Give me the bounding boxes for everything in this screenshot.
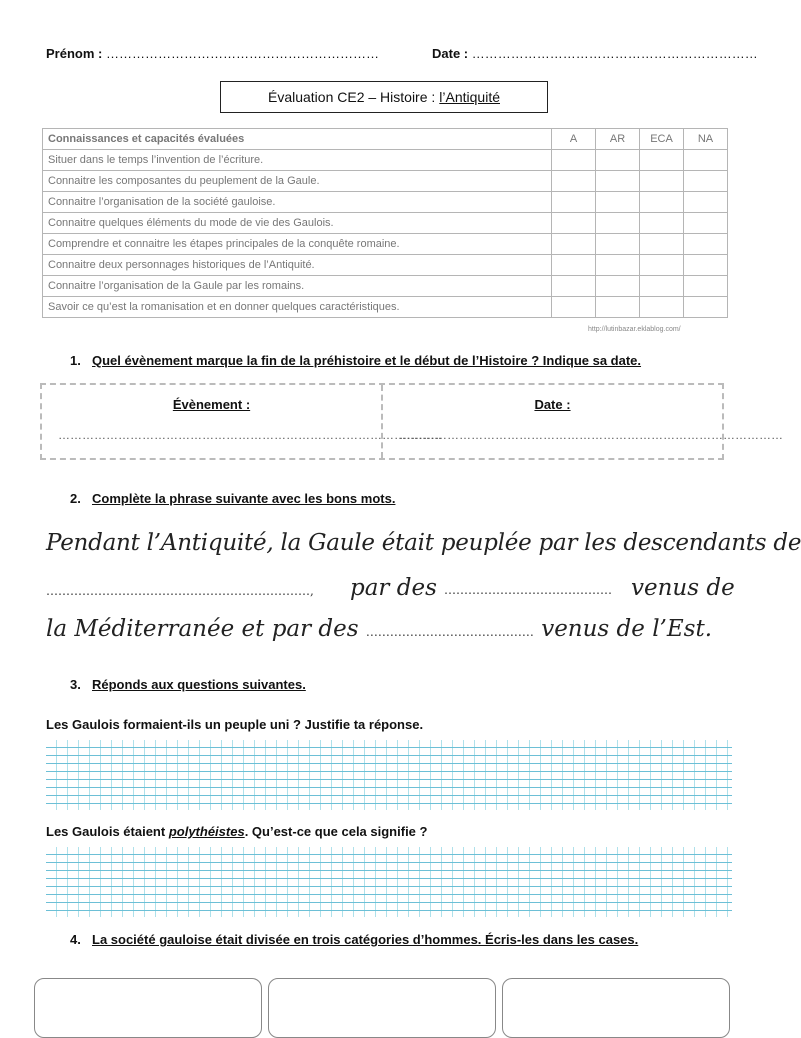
grade-cell[interactable] — [596, 171, 640, 192]
grade-cell[interactable] — [552, 255, 596, 276]
question-3-number: 3. — [70, 677, 81, 692]
cursive-mediterranee: la Méditerranée et par des — [46, 616, 359, 642]
competence-label: Savoir ce qu’est la romanisation et en donner quelques caractéristiques. — [43, 297, 552, 318]
question-3 — [70, 677, 306, 692]
event-cell[interactable] — [42, 385, 442, 458]
level-na-header: NA — [684, 129, 728, 150]
question-4-text: La société gauloise était divisée en trois catégories d’hommes. Écris-les dans les cases. — [92, 932, 639, 947]
prenom-label: Prénom : — [46, 46, 103, 61]
prenom-dots: ……………………………………………………… — [105, 46, 379, 61]
prenom-field[interactable] — [46, 46, 379, 61]
category-box-2[interactable] — [268, 978, 496, 1038]
competence-label: Comprendre et connaitre les étapes principales de la conquête romaine. — [43, 234, 552, 255]
blank-1[interactable]: …………………………………………………………, — [46, 584, 314, 598]
grade-cell[interactable] — [684, 297, 728, 318]
cursive-line-3 — [46, 616, 712, 642]
cursive-venus-est: venus de l’Est. — [541, 616, 713, 642]
table-row — [43, 150, 728, 171]
event-label: Évènement : — [172, 397, 251, 412]
writing-lines-1[interactable] — [46, 740, 732, 810]
date-answer-line[interactable]: …………………………………………………………………………………… — [399, 428, 783, 442]
cursive-venus-de: venus de — [631, 575, 735, 601]
sub-question-2 — [46, 824, 427, 839]
blank-3[interactable]: …………………………………… — [365, 625, 534, 639]
q1-date-label: Date : — [534, 397, 571, 412]
table-row — [43, 297, 728, 318]
grade-cell[interactable] — [596, 150, 640, 171]
competence-label: Connaitre deux personnages historiques de l’Antiquité. — [43, 255, 552, 276]
question-2-number: 2. — [70, 491, 81, 506]
grade-cell[interactable] — [684, 192, 728, 213]
grade-cell[interactable] — [552, 276, 596, 297]
grade-cell[interactable] — [684, 171, 728, 192]
cursive-line-1: Pendant l’Antiquité, la Gaule était peuplée par les descendants de — [46, 530, 801, 556]
grade-cell[interactable] — [596, 297, 640, 318]
grade-cell[interactable] — [640, 150, 684, 171]
grade-cell[interactable] — [684, 255, 728, 276]
table-row — [43, 276, 728, 297]
sub-question-2-end: . Qu’est-ce que cela signifie ? — [244, 824, 428, 839]
date-dots: ………………………………………………………… — [471, 46, 758, 61]
grade-cell[interactable] — [640, 234, 684, 255]
grade-cell[interactable] — [552, 171, 596, 192]
grade-cell[interactable] — [596, 276, 640, 297]
competence-label: Connaitre l’organisation de la société gauloise. — [43, 192, 552, 213]
question-4-number: 4. — [70, 932, 81, 947]
title-subject: l’Antiquité — [439, 89, 500, 105]
sub-question-2-start: Les Gaulois étaient — [46, 824, 166, 839]
table-row — [43, 255, 728, 276]
grade-cell[interactable] — [640, 213, 684, 234]
question-2 — [70, 491, 395, 506]
grade-cell[interactable] — [684, 234, 728, 255]
cursive-par-des: par des — [350, 575, 437, 601]
table-row — [43, 213, 728, 234]
category-box-3[interactable] — [502, 978, 730, 1038]
level-ar-header: AR — [596, 129, 640, 150]
date-cell[interactable] — [381, 385, 783, 458]
page-title — [220, 81, 548, 113]
grade-cell[interactable] — [640, 171, 684, 192]
level-a-header: A — [552, 129, 596, 150]
writing-lines-2[interactable] — [46, 847, 732, 917]
date-field[interactable] — [432, 46, 758, 61]
question-1 — [70, 353, 641, 368]
competences-table — [42, 128, 728, 318]
cursive-line-2 — [46, 575, 735, 601]
grade-cell[interactable] — [596, 213, 640, 234]
competence-label: Connaitre quelques éléments du mode de vie des Gaulois. — [43, 213, 552, 234]
term-polytheistes: polythéistes — [168, 824, 245, 839]
grade-cell[interactable] — [596, 192, 640, 213]
date-label: Date : — [432, 46, 469, 61]
category-box-1[interactable] — [34, 978, 262, 1038]
grade-cell[interactable] — [552, 234, 596, 255]
table-row — [43, 171, 728, 192]
blank-2[interactable]: …………………………………… — [444, 583, 612, 597]
question-4 — [70, 932, 638, 947]
grade-cell[interactable] — [640, 297, 684, 318]
question-1-number: 1. — [70, 353, 81, 368]
sub-question-1: Les Gaulois formaient-ils un peuple uni ? Justifie ta réponse. — [46, 717, 424, 732]
table-header-row — [43, 129, 728, 150]
source-credit: http://lutinbazar.eklablog.com/ — [588, 326, 681, 333]
grade-cell[interactable] — [684, 213, 728, 234]
grade-cell[interactable] — [552, 150, 596, 171]
competence-label: Situer dans le temps l’invention de l’écriture. — [43, 150, 552, 171]
table-row — [43, 192, 728, 213]
grade-cell[interactable] — [552, 192, 596, 213]
table-row — [43, 234, 728, 255]
grade-cell[interactable] — [552, 297, 596, 318]
event-answer-line[interactable]: …………………………………………………………………………………… — [58, 428, 442, 442]
question-2-text: Complète la phrase suivante avec les bons mots. — [92, 491, 396, 506]
question-1-text: Quel évènement marque la fin de la préhistoire et le début de l’Histoire ? Indique sa date. — [92, 353, 642, 368]
competences-heading: Connaissances et capacités évaluées — [43, 129, 552, 150]
grade-cell[interactable] — [640, 276, 684, 297]
grade-cell[interactable] — [684, 276, 728, 297]
grade-cell[interactable] — [684, 150, 728, 171]
level-eca-header: ECA — [640, 129, 684, 150]
q1-answer-box — [40, 383, 783, 460]
grade-cell[interactable] — [552, 213, 596, 234]
grade-cell[interactable] — [596, 255, 640, 276]
grade-cell[interactable] — [640, 255, 684, 276]
question-3-text: Réponds aux questions suivantes. — [92, 677, 306, 692]
competence-label: Connaitre les composantes du peuplement de la Gaule. — [43, 171, 552, 192]
grade-cell[interactable] — [640, 192, 684, 213]
title-main: Évaluation CE2 – Histoire : — [267, 89, 436, 105]
grade-cell[interactable] — [596, 234, 640, 255]
competence-label: Connaitre l’organisation de la Gaule par les romains. — [43, 276, 552, 297]
